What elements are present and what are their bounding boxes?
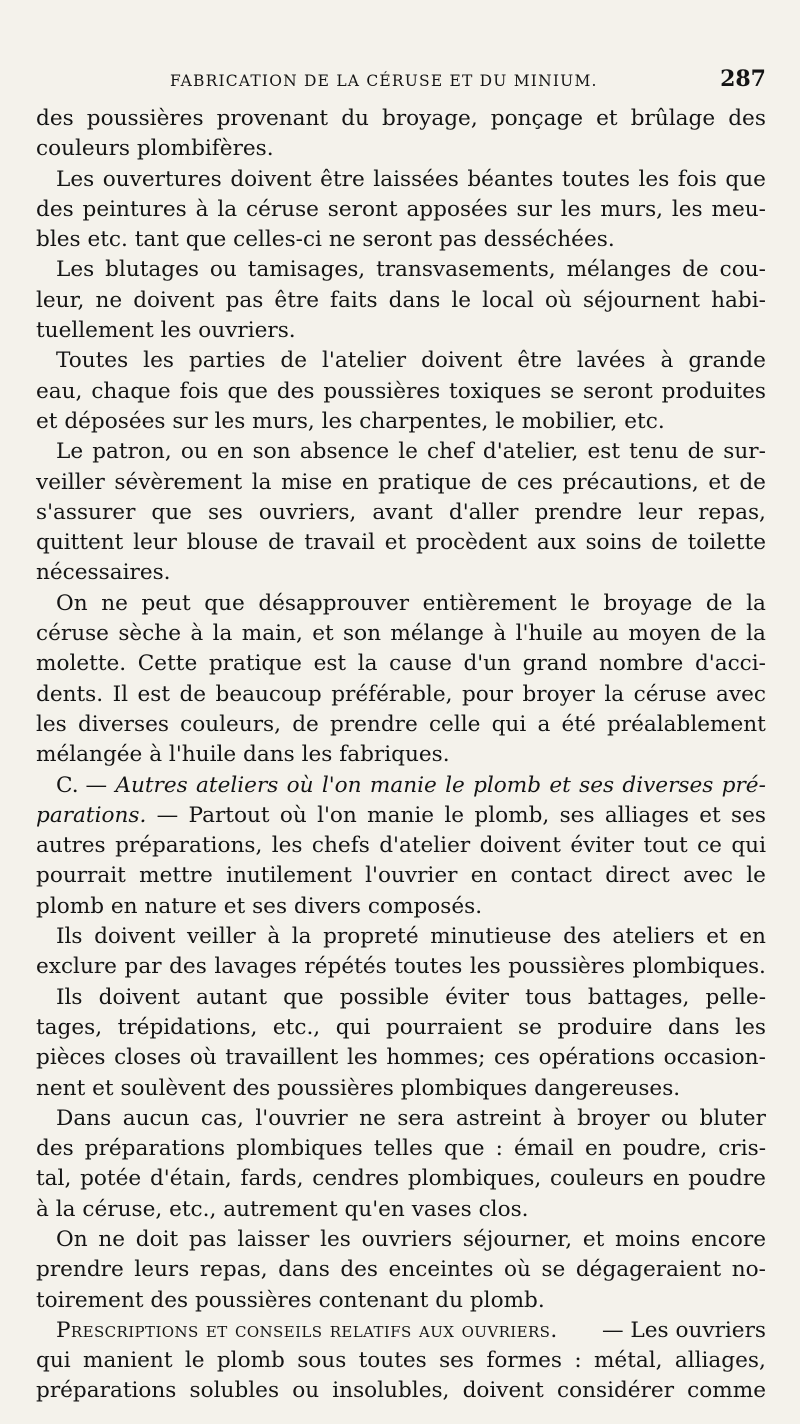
text-line: nent et soulèvent des poussières plombiques dangereuses.	[36, 1075, 681, 1101]
text-line: Ils doivent autant que possible éviter tous battages, pelle-	[56, 984, 766, 1010]
section-c-word: l'on	[317, 802, 357, 828]
section-c-label: C. —	[56, 772, 108, 798]
text-line: bles etc. tant que celles-ci ne seront pas desséchées.	[36, 227, 615, 253]
text-line: Toutes les parties de l'atelier doivent être lavées à grande	[56, 348, 766, 374]
section-c-title-word: diverses	[622, 772, 714, 798]
section-c-title-word: manie	[369, 772, 437, 798]
text-line: préparations solubles ou insolubles, doivent considérer comme	[36, 1378, 766, 1404]
section-c-title-word: pré-	[721, 772, 766, 798]
section-c-title-word: Autres	[115, 772, 188, 798]
text-line: pourrait mettre inutilement l'ouvrier en contact direct avec le	[36, 863, 766, 889]
section-c-title-word: plomb	[473, 772, 542, 798]
section-c-heading-line-2	[36, 801, 766, 831]
section-c-word: plomb,	[474, 802, 550, 828]
section-c-word: alliages	[604, 802, 689, 828]
text-line: veiller sévèrement la mise en pratique de ces précautions, et de	[36, 469, 766, 495]
prescriptions-heading-line	[36, 1316, 766, 1346]
page-number: 287	[720, 66, 766, 92]
text-line: Ils doivent veiller à la propreté minutieuse des ateliers et en	[56, 924, 766, 950]
text-line: nécessaires.	[36, 560, 171, 586]
section-c-heading-line	[36, 771, 766, 801]
section-c-word: où	[279, 802, 307, 828]
body-text	[36, 104, 766, 1407]
text-line: tal, potée d'étain, fards, cendres plombiques, couleurs en poudre	[36, 1166, 766, 1192]
text-line: Les ouvertures doivent être laissées béantes toutes les fois que	[56, 166, 766, 192]
text-line: leur, ne doivent pas être faits dans le local où séjournent habi-	[36, 287, 766, 313]
section-c-word: Partout	[188, 802, 270, 828]
text-line: mélangée à l'huile dans les fabriques.	[36, 742, 450, 768]
section-c-word: —	[156, 802, 179, 828]
section-c-title-word: ses	[579, 772, 615, 798]
text-line: On ne doit pas laisser les ouvriers séjourner, et moins encore	[56, 1226, 766, 1252]
text-line: et déposées sur les murs, les charpentes, le mobilier, etc.	[36, 408, 665, 434]
text-line: prendre leurs repas, dans des enceintes où se dégageraient no-	[36, 1257, 766, 1283]
section-c-word: le	[444, 802, 465, 828]
text-line: Les blutages ou tamisages, transvasements, mélanges de cou-	[56, 257, 766, 283]
section-c-word: ses	[731, 802, 766, 828]
text-line: Le patron, ou en son absence le chef d'atelier, est tenu de sur-	[56, 439, 766, 465]
section-c-title-word: et	[549, 772, 571, 798]
text-line: exclure par des lavages répétés toutes les poussières plombiques.	[36, 954, 766, 980]
text-line: On ne peut que désapprouver entièrement le broyage de la	[56, 590, 766, 616]
text-line: plomb en nature et ses divers composés.	[36, 893, 483, 919]
text-line: des préparations plombiques telles que : émail en poudre, cris-	[36, 1136, 766, 1162]
text-line: les diverses couleurs, de prendre celle qui a été préalablement	[36, 711, 766, 737]
text-line: s'assurer que ses ouvriers, avant d'aller prendre leur repas,	[36, 499, 766, 525]
text-line: pièces closes où travaillent les hommes; ces opérations occasion-	[36, 1045, 766, 1071]
section-c-title-word: le	[445, 772, 465, 798]
text-line: dents. Il est de beaucoup préférable, pour broyer la céruse avec	[36, 681, 766, 707]
section-c-title-word: l'on	[321, 772, 362, 798]
text-line: des poussières provenant du broyage, ponçage et brûlage des	[36, 106, 766, 131]
text-line: à la céruse, etc., autrement qu'en vases clos.	[36, 1196, 529, 1222]
text-line: couleurs plombifères.	[36, 136, 274, 162]
section-c-word: et	[699, 802, 721, 828]
text-line: molette. Cette pratique est la cause d'un grand nombre d'acci-	[36, 651, 766, 677]
text-line: autres préparations, les chefs d'atelier doivent éviter tout ce qui	[36, 833, 766, 859]
text-line: tuellement les ouvriers.	[36, 318, 296, 344]
section-c-title-part2: parations.	[36, 802, 147, 828]
section-c-title-word: où	[286, 772, 314, 798]
text-line: Dans aucun cas, l'ouvrier ne sera astreint à broyer ou bluter	[56, 1105, 766, 1131]
page-header	[36, 66, 766, 96]
text-line: qui manient le plomb sous toutes ses formes : métal, alliages,	[36, 1348, 766, 1374]
prescriptions-heading: Prescriptions et conseils relatifs aux ouvriers.	[56, 1317, 558, 1343]
section-c-word: manie	[367, 802, 435, 828]
text-line: céruse sèche à la main, et son mélange à l'huile au moyen de la	[36, 621, 766, 647]
text-line: toirement des poussières contenant du plomb.	[36, 1287, 545, 1313]
text-line: des peintures à la céruse seront apposées sur les murs, les meu-	[36, 196, 766, 222]
text-line: eau, chaque fois que des poussières toxiques se seront produites	[36, 378, 766, 404]
prescriptions-text: — Les ouvriers	[601, 1317, 766, 1343]
text-line: quittent leur blouse de travail et procèdent aux soins de toilette	[36, 530, 766, 556]
section-c-word: ses	[559, 802, 595, 828]
running-head: FABRICATION DE LA CÉRUSE ET DU MINIUM.	[170, 72, 598, 90]
section-c-title-word: ateliers	[196, 772, 279, 798]
text-line: tages, trépidations, etc., qui pourraient se produire dans les	[36, 1014, 766, 1040]
